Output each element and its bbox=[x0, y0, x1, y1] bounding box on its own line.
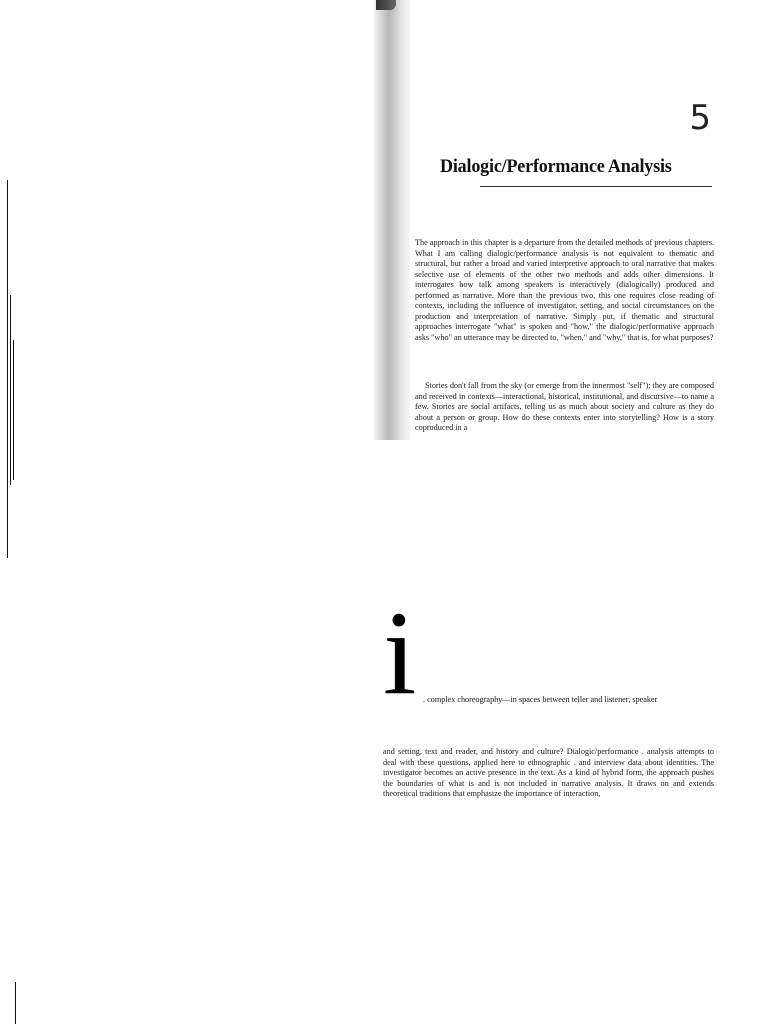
title-underline bbox=[480, 186, 712, 187]
chapter-title: Dialogic/Performance Analysis bbox=[440, 156, 672, 177]
scan-artifact-line bbox=[15, 982, 16, 1024]
paragraph-stories: Stories don't fall from the sky (or emerge from the innermost "self"); they are composed and received in contexts—interactional, historical, institutional, and discursive—to name a few. Stories are social artifacts, telling us as much about society and culture as they do about a person or group. How do these contexts enter into storytelling? How is a story coproduced in a bbox=[415, 381, 714, 432]
paragraph-intro: The approach in this chapter is a departure from the detailed methods of previous chapters. What I am calling dialogic/performance analysis is not equivalent to thematic and structural, but rather a broad and varied interpretive approach to oral narrative that makes selective use of elements of the other two methods and adds other dimensions. It interrogates how talk among speakers is interactively (dialogically) produced and performed as narrative. More than the previous two, this one requires close reading of contexts, including the influence of investigator, setting, and social circumstances on the production and interpretation of narrative. Simply put, if thematic and structural approaches interrogate "what" is spoken and "how," the dialogic/performative approach asks "who" an utterance may be directed to, "when," and "why," that is, for what purposes? bbox=[415, 238, 714, 342]
dropcap-line: . complex choreography—in spaces between teller and listener, speaker bbox=[423, 695, 658, 704]
scan-artifact-line bbox=[13, 340, 14, 480]
scan-artifact-line bbox=[10, 295, 11, 485]
drop-cap-letter: i bbox=[383, 586, 417, 719]
chapter-number: 5 bbox=[689, 98, 711, 138]
book-spine-shadow bbox=[374, 0, 410, 440]
paragraph-dialogic: and setting, text and reader, and history and culture? Dialogic/performance . analysis attempts to deal with these questions, applied here to ethnographic . and interview data about identities. The investigator becomes an active presence in the text. As a kind of hybrid form, the approach pushes the boundaries of what is and is not included in narrative analysis. It draws on and extends theoretical traditions that emphasize the importance of interaction, bbox=[383, 747, 714, 798]
scan-artifact-line bbox=[7, 180, 8, 558]
book-spine-top bbox=[376, 0, 396, 10]
